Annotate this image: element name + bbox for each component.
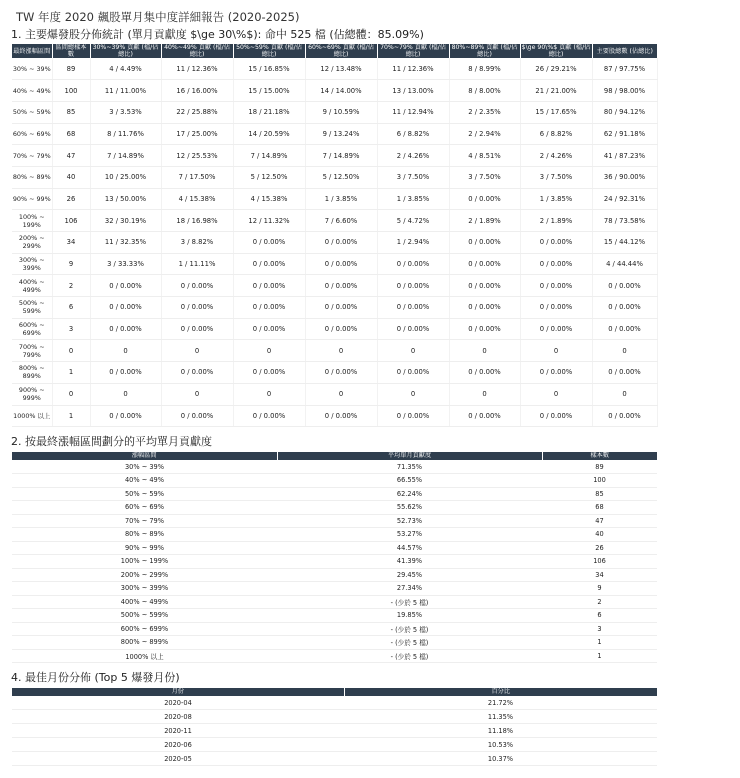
table-cell: 7 / 14.89% [305, 145, 377, 167]
table-cell: 11.18% [344, 724, 657, 738]
table-cell: 1000% 以上 [12, 405, 52, 427]
column-header: 70%~79% 貢獻 (檔/佔總比) [377, 44, 449, 58]
table-cell: 0 / 0.00% [449, 362, 520, 384]
table-cell: 47 [52, 145, 90, 167]
table-cell: 41.39% [277, 555, 542, 569]
table-cell: 1 [52, 405, 90, 427]
table-cell: 300% ~ 399% [12, 582, 277, 596]
table-cell: 0 / 0.00% [520, 275, 592, 297]
table-cell: 0 [52, 340, 90, 362]
table-cell: 26 [542, 541, 657, 555]
table-cell: 36 / 90.00% [592, 166, 657, 188]
table-row [12, 636, 657, 650]
table-row [12, 752, 657, 766]
table-cell: 106 [542, 555, 657, 569]
table-row [12, 649, 657, 663]
column-header: 30%~39% 貢獻 (檔/佔總比) [90, 44, 161, 58]
table-cell: - (少於 5 檔) [277, 649, 542, 663]
table-row [12, 405, 657, 427]
table-cell: 0 [520, 340, 592, 362]
table-cell: 34 [52, 232, 90, 254]
table-row [12, 738, 657, 752]
table-cell: 0 / 0.00% [305, 405, 377, 427]
table-cell: 400% ~ 499% [12, 275, 52, 297]
table-cell: 18 / 16.98% [161, 210, 233, 232]
table-row [12, 318, 657, 340]
table-cell: 900% ~ 999% [12, 383, 52, 405]
table-cell: 11 / 11.00% [90, 80, 161, 102]
table-cell: 2 / 4.26% [377, 145, 449, 167]
table-cell: 17 / 25.00% [161, 123, 233, 145]
table-cell: 3 / 7.50% [520, 166, 592, 188]
table-cell: 50% ~ 59% [12, 487, 277, 501]
table-cell: 600% ~ 699% [12, 318, 52, 340]
table-cell: 0 / 0.00% [90, 405, 161, 427]
table-cell: 400% ~ 499% [12, 595, 277, 609]
table-cell: 0 / 0.00% [377, 318, 449, 340]
table-cell: 800% ~ 899% [12, 636, 277, 650]
table-cell: 3 / 3.53% [90, 101, 161, 123]
table-row [12, 582, 657, 596]
table-cell: 2020-06 [12, 738, 344, 752]
table-row [12, 487, 657, 501]
table-cell: 0 / 0.00% [377, 297, 449, 319]
table-cell: 6 [52, 297, 90, 319]
table-row [12, 568, 657, 582]
table-row [12, 232, 657, 254]
column-header: 月份 [12, 688, 344, 696]
table-cell: 0 [377, 383, 449, 405]
table-cell: 6 / 8.82% [377, 123, 449, 145]
table-cell: 14 / 14.00% [305, 80, 377, 102]
table-cell: 12 / 11.32% [233, 210, 305, 232]
table-cell: 6 / 8.82% [520, 123, 592, 145]
table-row [12, 474, 657, 488]
table-cell: 0 / 0.00% [449, 253, 520, 275]
table-cell: 8 / 8.99% [449, 58, 520, 80]
table-cell: 1 / 11.11% [161, 253, 233, 275]
table-cell: 500% ~ 599% [12, 297, 52, 319]
table-cell: 1 [542, 649, 657, 663]
distribution-table [12, 44, 658, 427]
table-cell: 7 / 6.60% [305, 210, 377, 232]
table-cell: 30% ~ 39% [12, 58, 52, 80]
table-cell: 98 / 98.00% [592, 80, 657, 102]
table-cell: 0 / 0.00% [449, 297, 520, 319]
table-cell: 0 / 0.00% [592, 405, 657, 427]
table-cell: 21 / 21.00% [520, 80, 592, 102]
table-cell: 52.73% [277, 514, 542, 528]
table-row [12, 724, 657, 738]
table-cell: 0 / 0.00% [305, 297, 377, 319]
table-cell: 0 / 0.00% [233, 275, 305, 297]
table-row [12, 622, 657, 636]
table-cell: 16 / 16.00% [161, 80, 233, 102]
table-cell: - (少於 5 檔) [277, 622, 542, 636]
table-cell: 3 [542, 622, 657, 636]
table-cell: 0 / 0.00% [377, 253, 449, 275]
table-row [12, 210, 657, 232]
table-cell: 15 / 15.00% [233, 80, 305, 102]
table-cell: 0 / 0.00% [520, 253, 592, 275]
average-contribution-header [12, 452, 657, 460]
table-cell: 200% ~ 299% [12, 232, 52, 254]
table-cell: 85 [542, 487, 657, 501]
table-row [12, 696, 657, 710]
table-cell: 0 [52, 383, 90, 405]
table-cell: 3 [52, 318, 90, 340]
table-cell: 3 / 8.82% [161, 232, 233, 254]
table-cell: 40 [52, 166, 90, 188]
table-cell: 0 / 0.00% [377, 275, 449, 297]
table-cell: 24 / 92.31% [592, 188, 657, 210]
table-cell: 78 / 73.58% [592, 210, 657, 232]
table-cell: 0 / 0.00% [90, 275, 161, 297]
table-cell: 32 / 30.19% [90, 210, 161, 232]
table-cell: 85 [52, 101, 90, 123]
table-cell: 1 [52, 362, 90, 384]
table-cell: 0 / 0.00% [449, 405, 520, 427]
table-cell: 21.72% [344, 696, 657, 710]
table-cell: 0 / 0.00% [233, 405, 305, 427]
table-cell: 100% ~ 199% [12, 555, 277, 569]
table-cell: 0 [305, 340, 377, 362]
table-cell: 4 / 15.38% [233, 188, 305, 210]
table-cell: 500% ~ 599% [12, 609, 277, 623]
table-cell: 87 / 97.75% [592, 58, 657, 80]
table-cell: 0 [449, 383, 520, 405]
table-cell: 10.53% [344, 738, 657, 752]
table-cell: 12 / 25.53% [161, 145, 233, 167]
table-cell: 0 / 0.00% [233, 297, 305, 319]
table-row [12, 101, 657, 123]
table-cell: 0 / 0.00% [520, 297, 592, 319]
table-cell: 0 / 0.00% [305, 232, 377, 254]
table-cell: 44.57% [277, 541, 542, 555]
table-cell: 2 / 1.89% [520, 210, 592, 232]
table-cell: 0 [233, 383, 305, 405]
table-cell: 70% ~ 79% [12, 145, 52, 167]
table-cell: 1 / 3.85% [520, 188, 592, 210]
table-cell: 0 [520, 383, 592, 405]
table-cell: 0 / 0.00% [449, 318, 520, 340]
table-cell: 90% ~ 99% [12, 188, 52, 210]
table-cell: 11 / 12.36% [377, 58, 449, 80]
table-cell: 0 / 0.00% [520, 405, 592, 427]
table-row [12, 58, 657, 80]
distribution-table-header [12, 44, 657, 58]
table-cell: 0 / 0.00% [90, 318, 161, 340]
table-cell: 9 [52, 253, 90, 275]
table-cell: 100% ~ 199% [12, 210, 52, 232]
table-cell: 68 [52, 123, 90, 145]
table-cell: 7 / 14.89% [90, 145, 161, 167]
table-cell: 89 [52, 58, 90, 80]
table-cell: 2 / 2.35% [449, 101, 520, 123]
table-cell: 12 / 13.48% [305, 58, 377, 80]
table-cell: 0 / 0.00% [233, 318, 305, 340]
table-cell: 40% ~ 49% [12, 474, 277, 488]
table-cell: 0 / 0.00% [90, 297, 161, 319]
table-cell: 6 [542, 609, 657, 623]
table-cell: 60% ~ 69% [12, 501, 277, 515]
table-cell: 0 / 0.00% [449, 275, 520, 297]
table-row [12, 460, 657, 474]
table-cell: 1 [542, 636, 657, 650]
table-cell: 13 / 50.00% [90, 188, 161, 210]
column-header: 百分比 [344, 688, 657, 696]
table-cell: 0 / 0.00% [592, 297, 657, 319]
table-cell: 1 / 3.85% [377, 188, 449, 210]
table-cell: 4 / 15.38% [161, 188, 233, 210]
table-cell: 0 [90, 383, 161, 405]
table-row [12, 297, 657, 319]
table-cell: 10.37% [344, 752, 657, 766]
table-cell: 0 / 0.00% [233, 232, 305, 254]
table-cell: 0 / 0.00% [305, 362, 377, 384]
table-cell: 9 / 10.59% [305, 101, 377, 123]
table-cell: 15 / 17.65% [520, 101, 592, 123]
table-cell: 3 / 7.50% [377, 166, 449, 188]
table-cell: 0 [305, 383, 377, 405]
table-cell: 1 / 2.94% [377, 232, 449, 254]
table-cell: 0 / 0.00% [161, 275, 233, 297]
table-cell: 89 [542, 460, 657, 474]
table-cell: 11 / 32.35% [90, 232, 161, 254]
table-cell: 71.35% [277, 460, 542, 474]
table-cell: 600% ~ 699% [12, 622, 277, 636]
column-header: 50%~59% 貢獻 (檔/佔總比) [233, 44, 305, 58]
table-cell: 34 [542, 568, 657, 582]
column-header: 60%~69% 貢獻 (檔/佔總比) [305, 44, 377, 58]
table-cell: 7 / 14.89% [233, 145, 305, 167]
table-cell: 100 [52, 80, 90, 102]
table-cell: 700% ~ 799% [12, 340, 52, 362]
table-cell: 13 / 13.00% [377, 80, 449, 102]
table-cell: 2 / 1.89% [449, 210, 520, 232]
table-cell: 50% ~ 59% [12, 101, 52, 123]
table-cell: 5 / 12.50% [233, 166, 305, 188]
column-header: 主要股總數 (佔總比) [592, 44, 657, 58]
table-row [12, 166, 657, 188]
table-cell: 60% ~ 69% [12, 123, 52, 145]
table-cell: 15 / 44.12% [592, 232, 657, 254]
table-row [12, 555, 657, 569]
table-cell: 4 / 44.44% [592, 253, 657, 275]
column-header: 40%~49% 貢獻 (檔/佔總比) [161, 44, 233, 58]
table-cell: 0 / 0.00% [592, 275, 657, 297]
table-cell: 3 / 7.50% [449, 166, 520, 188]
table-cell: 5 / 12.50% [305, 166, 377, 188]
table-cell: - (少於 5 檔) [277, 595, 542, 609]
table-cell: 800% ~ 899% [12, 362, 52, 384]
table-cell: 55.62% [277, 501, 542, 515]
table-cell: 0 [90, 340, 161, 362]
table-cell: 62 / 91.18% [592, 123, 657, 145]
table-cell: 8 / 8.00% [449, 80, 520, 102]
table-cell: 26 / 29.21% [520, 58, 592, 80]
table-cell: 0 [377, 340, 449, 362]
table-cell: 2020-04 [12, 696, 344, 710]
column-header: $\ge 90\%$ 貢獻 (檔/佔總比) [521, 44, 591, 58]
table-cell: 0 / 0.00% [233, 362, 305, 384]
table-row [12, 383, 657, 405]
section2-heading: 2. 按最終漲幅區間劃分的平均單月貢獻度 [11, 435, 212, 448]
table-cell: 300% ~ 399% [12, 253, 52, 275]
table-cell: 0 / 0.00% [520, 232, 592, 254]
table-cell: 27.34% [277, 582, 542, 596]
table-cell: 0 / 0.00% [161, 405, 233, 427]
table-row [12, 710, 657, 724]
table-row [12, 595, 657, 609]
table-cell: 8 / 11.76% [90, 123, 161, 145]
table-cell: 62.24% [277, 487, 542, 501]
table-cell: 47 [542, 514, 657, 528]
table-cell: 0 [161, 383, 233, 405]
table-cell: 0 / 0.00% [449, 188, 520, 210]
table-cell: 9 / 13.24% [305, 123, 377, 145]
table-cell: 4 / 4.49% [90, 58, 161, 80]
table-cell: 0 / 0.00% [305, 253, 377, 275]
table-cell: 106 [52, 210, 90, 232]
table-cell: 19.85% [277, 609, 542, 623]
table-cell: 0 / 0.00% [592, 318, 657, 340]
table-cell: 68 [542, 501, 657, 515]
table-cell: 10 / 25.00% [90, 166, 161, 188]
table-cell: 3 / 33.33% [90, 253, 161, 275]
table-cell: 30% ~ 39% [12, 460, 277, 474]
table-row [12, 514, 657, 528]
table-cell: 40 [542, 528, 657, 542]
table-cell: 0 / 0.00% [233, 253, 305, 275]
table-cell: 0 / 0.00% [592, 362, 657, 384]
table-row [12, 340, 657, 362]
table-cell: 66.55% [277, 474, 542, 488]
table-cell: 0 [592, 340, 657, 362]
table-cell: 41 / 87.23% [592, 145, 657, 167]
table-cell: 200% ~ 299% [12, 568, 277, 582]
table-cell: 2 / 2.94% [449, 123, 520, 145]
table-row [12, 528, 657, 542]
table-cell: 22 / 25.88% [161, 101, 233, 123]
table-cell: 100 [542, 474, 657, 488]
table-row [12, 501, 657, 515]
table-cell: 53.27% [277, 528, 542, 542]
table-row [12, 188, 657, 210]
table-cell: 14 / 20.59% [233, 123, 305, 145]
table-cell: 0 / 0.00% [305, 275, 377, 297]
column-header: 漲幅區間 [12, 452, 277, 460]
table-cell: 11.35% [344, 710, 657, 724]
average-contribution-table [12, 452, 657, 663]
table-row [12, 541, 657, 555]
table-cell: 5 / 4.72% [377, 210, 449, 232]
table-cell: 1000% 以上 [12, 649, 277, 663]
table-cell: 2 [542, 595, 657, 609]
table-row [12, 253, 657, 275]
column-header: 80%~89% 貢獻 (檔/佔總比) [449, 44, 520, 58]
section1-heading: 1. 主要爆發股分佈統計 (單月貢獻度 $\ge 30\%$): 命中 525 檔 (佔總體：85.09%) [11, 28, 424, 41]
table-cell: 0 [233, 340, 305, 362]
table-cell: 0 / 0.00% [377, 405, 449, 427]
table-cell: 1 / 3.85% [305, 188, 377, 210]
table-cell: 0 [592, 383, 657, 405]
table-cell: 70% ~ 79% [12, 514, 277, 528]
table-cell: 0 [161, 340, 233, 362]
table-row [12, 145, 657, 167]
table-row [12, 362, 657, 384]
table-row [12, 609, 657, 623]
table-cell: 0 / 0.00% [520, 362, 592, 384]
table-cell: 29.45% [277, 568, 542, 582]
table-cell: 0 / 0.00% [161, 318, 233, 340]
column-header: 最終漲幅區間 [12, 44, 52, 58]
table-cell: - (少於 5 檔) [277, 636, 542, 650]
best-month-table [12, 688, 657, 766]
table-cell: 0 / 0.00% [305, 318, 377, 340]
table-cell: 0 / 0.00% [90, 362, 161, 384]
report-title: TW 年度 2020 飆股單月集中度詳細報告 (2020-2025) [16, 10, 300, 24]
table-cell: 80 / 94.12% [592, 101, 657, 123]
section4-heading: 4. 最佳月份分佈 (Top 5 爆發月份) [11, 671, 180, 684]
table-cell: 9 [542, 582, 657, 596]
column-header: 樣本數 [542, 452, 657, 460]
table-cell: 0 / 0.00% [161, 362, 233, 384]
table-cell: 2 [52, 275, 90, 297]
best-month-header [12, 688, 657, 696]
table-cell: 2020-11 [12, 724, 344, 738]
table-cell: 2 / 4.26% [520, 145, 592, 167]
table-cell: 4 / 8.51% [449, 145, 520, 167]
column-header: 平均單月貢獻度 [277, 452, 542, 460]
table-cell: 26 [52, 188, 90, 210]
table-cell: 0 / 0.00% [449, 232, 520, 254]
table-cell: 80% ~ 89% [12, 528, 277, 542]
table-row [12, 80, 657, 102]
table-cell: 0 / 0.00% [377, 362, 449, 384]
table-cell: 7 / 17.50% [161, 166, 233, 188]
table-cell: 11 / 12.94% [377, 101, 449, 123]
table-cell: 90% ~ 99% [12, 541, 277, 555]
table-cell: 80% ~ 89% [12, 166, 52, 188]
table-cell: 40% ~ 49% [12, 80, 52, 102]
table-cell: 2020-05 [12, 752, 344, 766]
column-header: 區間總樣本數 [52, 44, 90, 58]
table-row [12, 123, 657, 145]
table-row [12, 275, 657, 297]
table-cell: 0 / 0.00% [520, 318, 592, 340]
table-cell: 0 [449, 340, 520, 362]
table-cell: 15 / 16.85% [233, 58, 305, 80]
table-cell: 11 / 12.36% [161, 58, 233, 80]
table-cell: 2020-08 [12, 710, 344, 724]
table-cell: 18 / 21.18% [233, 101, 305, 123]
table-cell: 0 / 0.00% [161, 297, 233, 319]
